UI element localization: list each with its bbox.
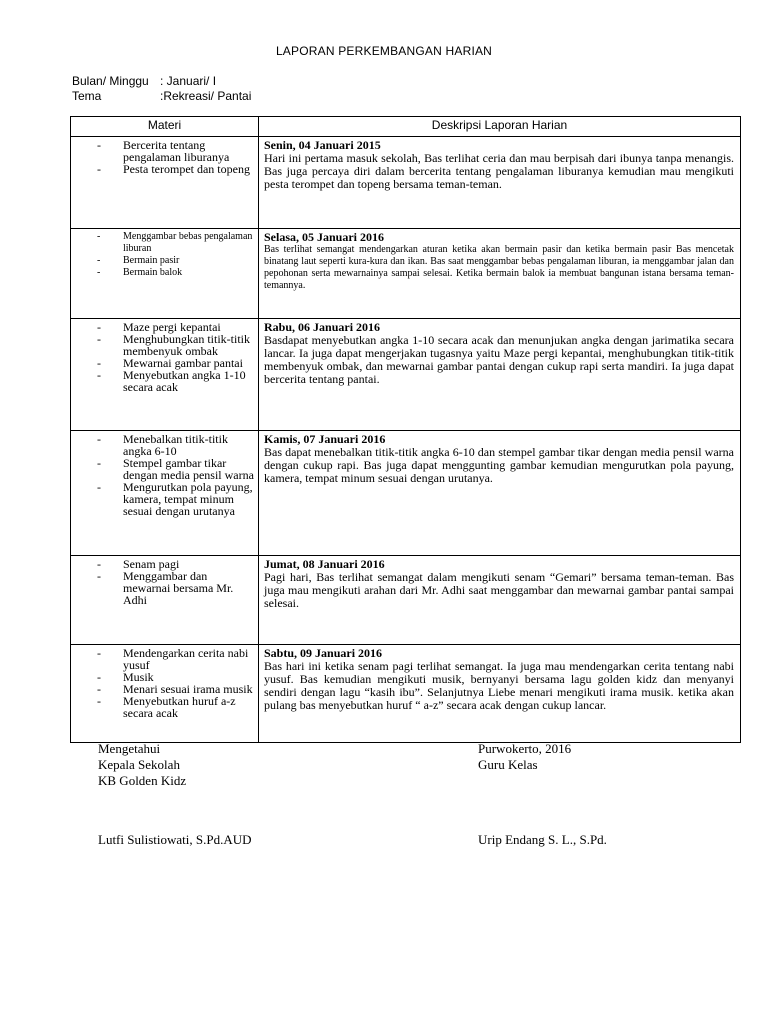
materi-item: - Menebalkan titik-titik angka 6-10 (97, 433, 254, 457)
description-cell (259, 229, 741, 319)
headmaster-name: Lutfi Sulistiowati, S.Pd.AUD (98, 832, 252, 847)
materi-item: - Menggambar bebas pengalaman liburan (97, 231, 254, 255)
bulan-label: Bulan/ Minggu (72, 74, 149, 88)
materi-item: - Mewarnai gambar pantai (97, 357, 254, 369)
meta-tema-row (72, 89, 251, 103)
day-heading: Senin, 04 Januari 2015 (264, 138, 381, 152)
table-row (71, 319, 741, 431)
materi-cell (71, 137, 259, 229)
day-description: Bas hari ini ketika senam pagi terlihat semangat. Ia juga mau mendengarkan cerita tentang nabi yusuf. Bas kemudian mengikuti musik, bernyanyi bersama lagu golden kidz dan menyanyi sendiri dengan lagu “kasih ibu”. Selanjutnya Liebe menari mengikuti irama musik. ketika akan pulang bas menyebutkan huruf “ a-z” secara acak dengan cukup lancar. (264, 659, 734, 712)
page-title: LAPORAN PERKEMBANGAN HARIAN (275, 44, 493, 58)
place-date: Purwokerto, 2016 (478, 741, 572, 756)
materi-item: - Menggambar dan mewarnai bersama Mr. Adhi (97, 570, 254, 606)
day-description: Bas terlihat semangat mendengarkan aturan ketika akan bermain pasir dan ketika bermain pasir Bas mencetak binatang laut seperti kura-kura dan ikan. Bas saat menggambar bebas pengalaman liburan, ia menggambar jalan dan pepohonan serta mewarnainya sampai selesai. Ketika bermain balok ia membuat bangunan istana bersama teman-temannya. (264, 244, 734, 291)
materi-item: - Bercerita tentang pengalaman liburanya (97, 139, 254, 163)
materi-item: - Maze pergi kepantai (97, 321, 254, 333)
description-cell (259, 137, 741, 229)
materi-cell (71, 319, 259, 431)
mengetahui-label: Mengetahui (98, 741, 161, 756)
teacher-name: Urip Endang S. L., S.Pd. (478, 832, 607, 847)
signature-left-block (98, 741, 186, 789)
school-name: KB Golden Kidz (98, 773, 187, 788)
materi-item: - Menyebutkan huruf a-z secara acak (97, 695, 254, 719)
materi-item: - Mengurutkan pola payung, kamera, tempat minum sesuai dengan urutanya (97, 481, 254, 517)
header-materi: Materi (71, 117, 259, 137)
materi-item: - Menyebutkan angka 1-10 secara acak (97, 369, 254, 393)
guru-kelas-label: Guru Kelas (478, 757, 538, 772)
description-cell (259, 431, 741, 556)
day-description: Basdapat menyebutkan angka 1-10 secara acak dan menunjukan angka dengan jarimatika secara lancar. Ia juga dapat mengerjakan tugasnya yaitu Maze pergi kepantai, menghubungkan titik-titik membenyuk ombak, dan mewarnai gambar pantai dengan cukup rapi serta mandiri. Ia juga dapat bercerita tentang pantai. (264, 333, 734, 386)
signature-right-block (478, 741, 571, 773)
bulan-value: : Januari/ I (160, 74, 217, 88)
tema-value: :Rekreasi/ Pantai (160, 89, 252, 103)
day-description: Pagi hari, Bas terlihat semangat dalam mengikuti senam “Gemari” bersama teman-teman. Bas juga mau mengikuti arahan dari Mr. Adhi saat menggambar dan mewarnai gambar pantai sampai selesai. (264, 570, 734, 610)
table-row (71, 645, 741, 743)
table-row (71, 229, 741, 319)
day-description: Hari ini pertama masuk sekolah, Bas terlihat ceria dan mau berpisah dari ibunya tanpa menangis. Bas juga percaya diri dalam bercerita tentang pengalaman liburanya kemudian mau mengikuti pesta terompet dan topeng bersama teman-teman. (264, 151, 734, 191)
day-heading: Sabtu, 09 Januari 2016 (264, 646, 383, 660)
table-row (71, 137, 741, 229)
materi-item: - Stempel gambar tikar dengan media pensil warna (97, 457, 254, 481)
table-header-row (71, 117, 741, 137)
materi-item: - Menghubungkan titik-titik membenyuk ombak (97, 333, 254, 357)
materi-cell (71, 645, 259, 743)
day-heading: Jumat, 08 Januari 2016 (264, 557, 385, 571)
materi-cell (71, 556, 259, 645)
report-table (70, 116, 741, 743)
materi-item: - Mendengarkan cerita nabi yusuf (97, 647, 254, 671)
materi-item: - Musik (97, 671, 254, 683)
materi-cell (71, 431, 259, 556)
table-row (71, 556, 741, 645)
materi-item: - Menari sesuai irama musik (97, 683, 254, 695)
header-deskripsi: Deskripsi Laporan Harian (259, 117, 741, 137)
table-row (71, 431, 741, 556)
description-cell (259, 645, 741, 743)
description-cell (259, 556, 741, 645)
materi-cell (71, 229, 259, 319)
materi-item: - Bermain pasir (97, 255, 254, 267)
materi-item: - Bermain balok (97, 267, 254, 279)
materi-item: - Pesta terompet dan topeng (97, 163, 254, 175)
day-heading: Selasa, 05 Januari 2016 (264, 230, 385, 244)
day-description: Bas dapat menebalkan titik-titik angka 6-10 dan stempel gambar tikar dengan media pensil warna dengan cukup rapi. Bas juga dapat menggunting gambar kemudian mengurutkan pola payung, kamera, tempat minum sesuai dengan urutanya. (264, 445, 734, 485)
tema-label: Tema (72, 89, 102, 103)
day-heading: Kamis, 07 Januari 2016 (264, 432, 386, 446)
description-cell (259, 319, 741, 431)
meta-bulan-row (72, 74, 216, 88)
day-heading: Rabu, 06 Januari 2016 (264, 320, 381, 334)
kepala-sekolah-label: Kepala Sekolah (98, 757, 180, 772)
materi-item: - Senam pagi (97, 558, 254, 570)
